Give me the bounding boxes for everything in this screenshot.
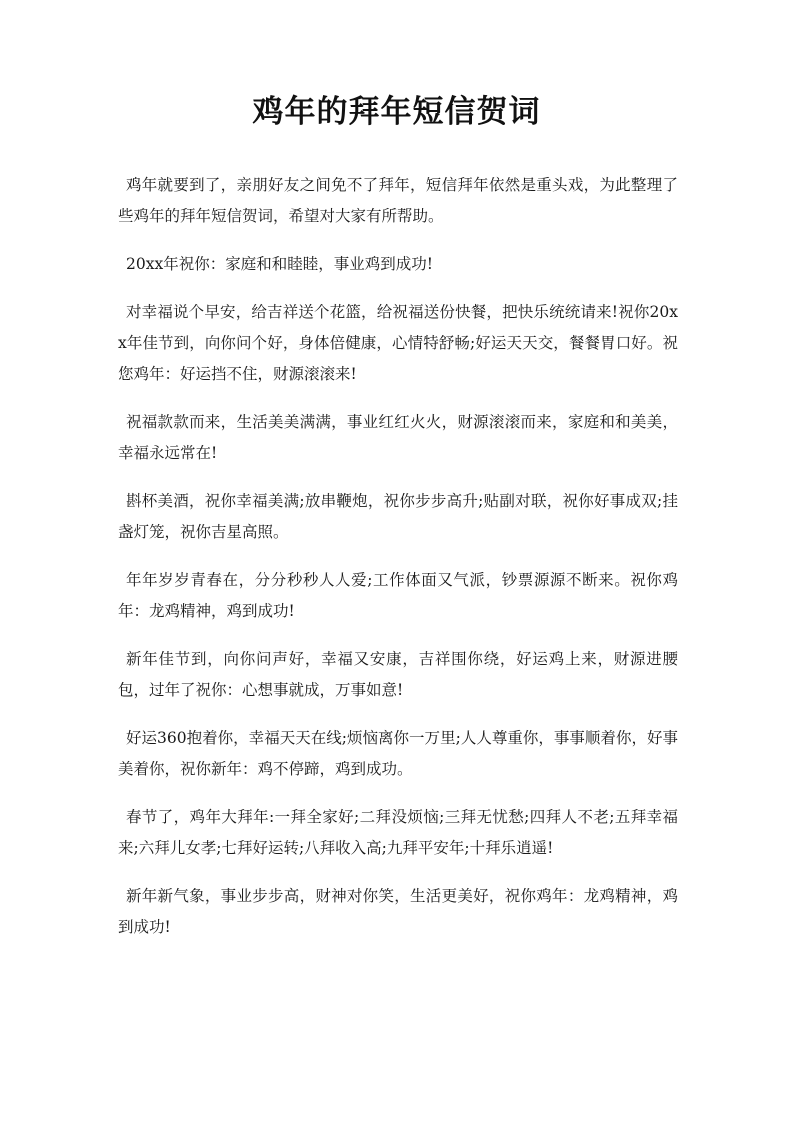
paragraph-greeting-5: 年年岁岁青春在，分分秒秒人人爱;工作体面又气派，钞票源源不断来。祝你鸡年：龙鸡精神，鸡到成功! (118, 571, 678, 620)
document-body (118, 170, 678, 960)
paragraph-intro: 鸡年就要到了，亲朋好友之间免不了拜年，短信拜年依然是重头戏，为此整理了些鸡年的拜年短信贺词，希望对大家有所帮助。 (118, 176, 678, 225)
paragraph-greeting-9: 新年新气象，事业步步高，财神对你笑，生活更美好，祝你鸡年：龙鸡精神，鸡到成功! (118, 887, 678, 936)
paragraph-greeting-4: 斟杯美酒，祝你幸福美满;放串鞭炮，祝你步步高升;贴副对联，祝你好事成双;挂盏灯笼，祝你吉星高照。 (118, 492, 678, 541)
paragraph-greeting-2: 对幸福说个早安，给吉祥送个花篮，给祝福送份快餐，把快乐统统请来!祝你20xx年佳节到，向你问个好，身体倍健康，心情特舒畅;好运天天交，餐餐胃口好。祝您鸡年：好运挡不住，财源滚滚来! (118, 303, 678, 383)
paragraph-greeting-3: 祝福款款而来，生活美美满满，事业红红火火，财源滚滚而来，家庭和和美美，幸福永远常在! (118, 413, 678, 462)
paragraph-greeting-8: 春节了，鸡年大拜年:一拜全家好;二拜没烦恼;三拜无忧愁;四拜人不老;五拜幸福来;六拜儿女孝;七拜好运转;八拜收入高;九拜平安年;十拜乐逍遥! (118, 808, 678, 857)
paragraph-greeting-6: 新年佳节到，向你问声好，幸福又安康，吉祥围你绕，好运鸡上来，财源进腰包，过年了祝你：心想事就成，万事如意! (118, 650, 678, 699)
document-title: 鸡年的拜年短信贺词 (252, 94, 541, 130)
paragraph-greeting-7: 好运360抱着你，幸福天天在线;烦恼离你一万里;人人尊重你，事事顺着你，好事美着你，祝你新年：鸡不停蹄，鸡到成功。 (118, 729, 678, 778)
paragraph-greeting-1: 20xx年祝你：家庭和和睦睦，事业鸡到成功! (126, 255, 433, 273)
